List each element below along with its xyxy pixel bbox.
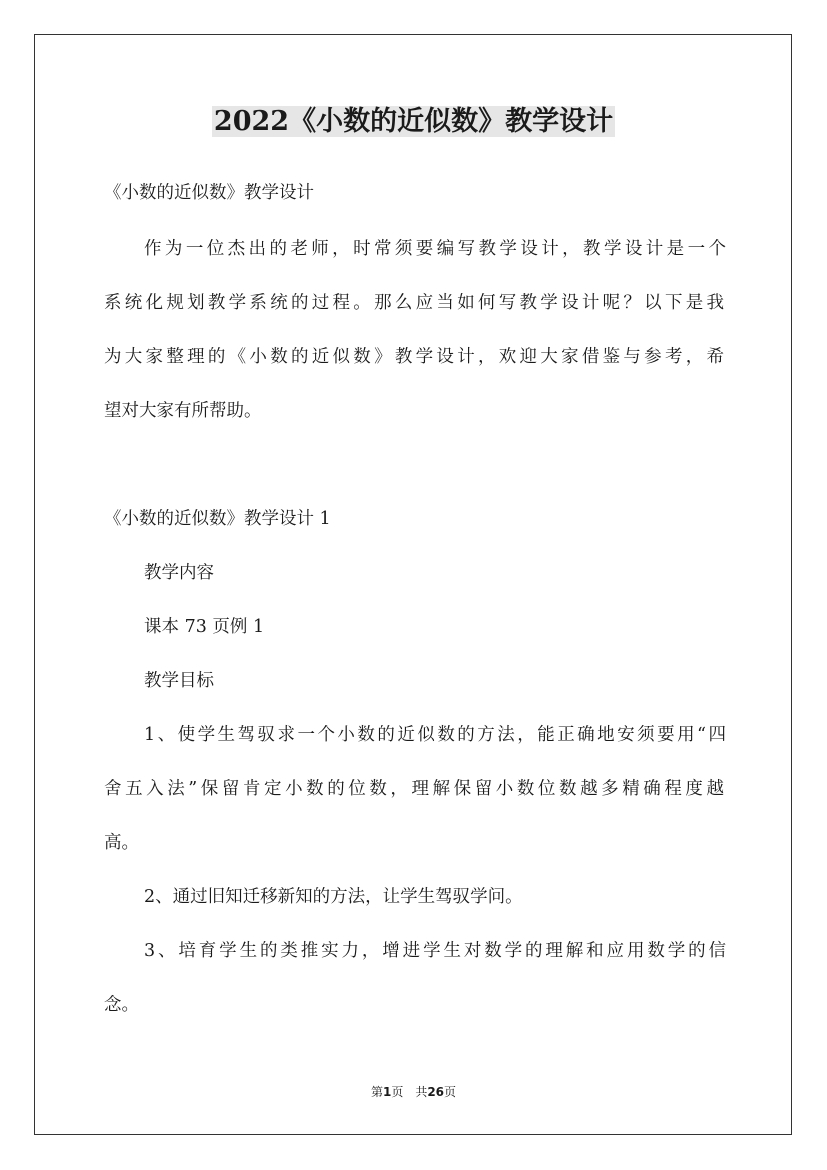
goal3-line-1: 3、培育学生的类推实力，增进学生对数学的理解和应用数学的信	[144, 941, 726, 961]
goal1-line-1: 1、使学生驾驭求一个小数的近似数的方法，能正确地安须要用“四	[144, 725, 726, 745]
footer-suffix: 页	[444, 1085, 457, 1099]
goal1-line-3: 高。	[104, 833, 139, 853]
footer-mid: 页 共	[391, 1085, 428, 1099]
intro-line-2: 系统化规划教学系统的过程。那么应当如何写教学设计呢？以下是我	[104, 293, 724, 313]
footer-total-pages: 26	[427, 1085, 445, 1099]
goal3-line-2: 念。	[104, 995, 139, 1015]
goals-heading: 教学目标	[144, 671, 214, 691]
intro-line-3: 为大家整理的《小数的近似数》教学设计，欢迎大家借鉴与参考，希	[104, 347, 724, 367]
section-heading: 《小数的近似数》教学设计 1	[104, 509, 331, 529]
document-title	[0, 100, 827, 144]
document-subtitle: 《小数的近似数》教学设计	[104, 183, 314, 203]
page-footer	[0, 1083, 827, 1101]
footer-prefix: 第	[370, 1085, 383, 1099]
content-text: 课本 73 页例 1	[144, 617, 265, 637]
intro-line-4: 望对大家有所帮助。	[104, 401, 262, 421]
content-heading: 教学内容	[144, 563, 214, 583]
goal1-line-2: 舍五入法”保留肯定小数的位数，理解保留小数位数越多精确程度越	[104, 779, 724, 799]
document-title-text: 2022《小数的近似数》教学设计	[213, 106, 614, 137]
goal2-text: 2、通过旧知迁移新知的方法，让学生驾驭学问。	[144, 887, 523, 907]
intro-line-1: 作为一位杰出的老师，时常须要编写教学设计，教学设计是一个	[144, 239, 726, 259]
footer-current-page: 1	[382, 1085, 392, 1099]
